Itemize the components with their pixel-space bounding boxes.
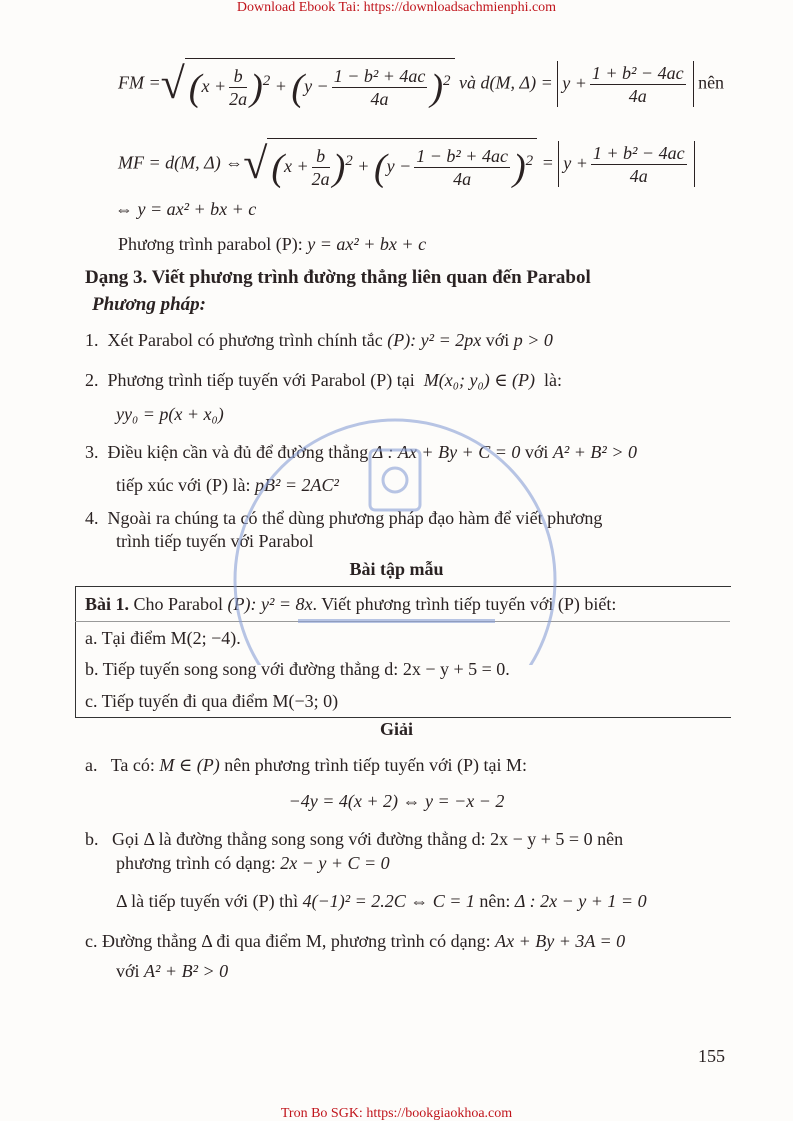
equation-mf: MF = d(M, Δ) ⇔√ (x + $\frac{b}{2a}$ )$^2$ + (y − $\frac{\text{1 − b² + 4ac}}{4a}$ )$^2$ = y + $\frac{\text{1 + b² − 4ac}}{4a}$ <box>118 138 695 190</box>
solution-title: Giải <box>379 719 413 739</box>
example-title: Bài tập mẫu <box>349 559 444 579</box>
list-item-continuation: yy₀ = p(x + x₀) <box>116 404 224 424</box>
exercise-part: a. Tại điểm M(2; −4). <box>85 628 241 648</box>
exercise-part: b. Tiếp tuyến song song với đường thẳng d: 2x − y + 5 = 0. <box>85 659 510 679</box>
at-sign-icon <box>383 468 407 492</box>
footer-link[interactable]: Tron Bo SGK: https://bookgiaokhoa.com <box>280 1106 513 1121</box>
header-link[interactable]: Download Ebook Tai: https://downloadsachmienphi.com <box>236 0 557 15</box>
solution-c: c. Đường thẳng Δ đi qua điểm M, phương trình có dạng: Ax + By + 3A = 0 <box>85 931 626 951</box>
list-item: 1. Xét Parabol có phương trình chính tắc (P): y² = 2px với p > 0 <box>85 330 553 350</box>
solution-a: a. Ta có: M ∈ (P) nên phương trình tiếp tuyến với (P) tại M: <box>85 755 527 775</box>
solution-b-tangent: Δ là tiếp tuyến với (P) thì 4(−1)² = 2.2C ⇔ C = 1 nên: Δ : 2x − y + 1 = 0 <box>116 891 647 911</box>
equation-fm: FM =√ (x + $\frac{b}{2a}$ )$^2$ + (y − $\frac{\text{1 − b² + 4ac}}{4a}$ )$^2$ và d(M, Δ) = y + $\frac{\text{1 + b² − 4ac}}{4a}$ nên <box>118 59 725 110</box>
solution-b-continuation: phương trình có dạng: 2x − y + C = 0 <box>116 853 390 873</box>
list-item: 2. Phương trình tiếp tuyến với Parabol (P) tại M(x₀; y₀) ∈ (P) là: <box>85 370 563 390</box>
parabol-equation: Phương trình parabol (P): y = ax² + bx + c <box>118 234 427 254</box>
equation-result: ⇔ y = ax² + bx + c <box>115 199 257 219</box>
solution-b: b. Gọi Δ là đường thẳng song song với đường thẳng d: 2x − y + 5 = 0 nên <box>85 829 624 849</box>
page-number: 155 <box>698 1046 725 1066</box>
solution-c-continuation: với A² + B² > 0 <box>116 961 229 981</box>
list-item-continuation: trình tiếp tuyến với Parabol <box>116 531 314 551</box>
solution-a-equation: −4y = 4(x + 2) ⇔ y = −x − 2 <box>288 791 505 811</box>
list-item-continuation: tiếp xúc với (P) là: pB² = 2AC² <box>116 475 339 495</box>
exercise-part: c. Tiếp tuyến đi qua điểm M(−3; 0) <box>85 691 339 711</box>
exercise-statement: Bài 1. Cho Parabol (P): y² = 8x. Viết phương trình tiếp tuyến với (P) biết: <box>85 594 617 614</box>
list-item: 4. Ngoài ra chúng ta có thể dùng phương pháp đạo hàm để viết phương <box>85 508 603 528</box>
section-title: Dạng 3. Viết phương trình đường thẳng liên quan đến Parabol <box>85 267 591 288</box>
method-title: Phương pháp: <box>92 294 206 315</box>
divider <box>75 621 730 622</box>
list-item: 3. Điều kiện cần và đủ để đường thẳng Δ : Ax + By + C = 0 với A² + B² > 0 <box>85 442 637 462</box>
